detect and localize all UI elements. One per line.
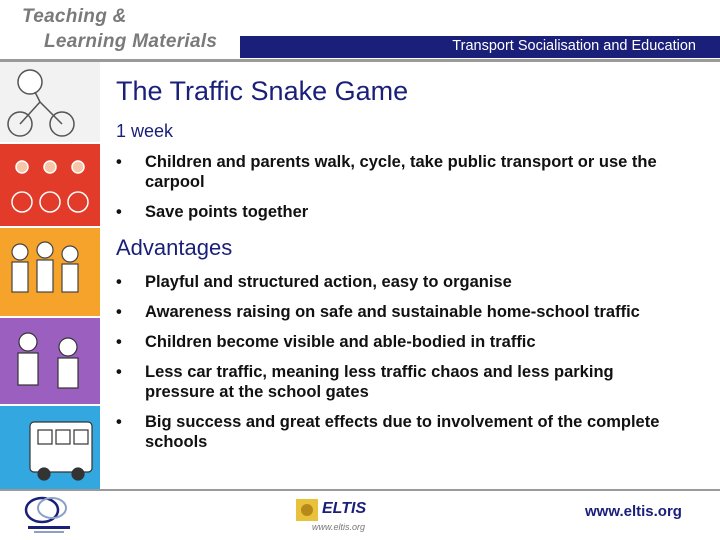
footer-website-link[interactable]: www.eltis.org xyxy=(585,503,682,520)
list-item-text: Children become visible and able-bodied in traffic xyxy=(145,333,536,351)
header-section-title: Transport Socialisation and Education xyxy=(452,38,696,54)
eltis-logo-text: ELTIS xyxy=(322,500,367,517)
footer-divider xyxy=(0,489,720,491)
advantages-heading: Advantages xyxy=(116,235,233,260)
bullet-icon: • xyxy=(116,273,122,291)
list-item xyxy=(116,152,686,192)
bullet-icon: • xyxy=(116,203,122,221)
bus-illustration-icon xyxy=(30,422,92,480)
list-item-text: Save points together xyxy=(145,203,309,221)
list-item-text: Less car traffic, meaning less traffic chaos and less parking pressure at the school gates xyxy=(145,363,614,401)
bullet-icon: • xyxy=(116,153,122,171)
duration-label: 1 week xyxy=(116,121,174,141)
advantages-bullet-list xyxy=(116,272,686,452)
page-title: The Traffic Snake Game xyxy=(116,76,409,106)
illustration-strip xyxy=(0,62,100,490)
header-band xyxy=(240,36,720,58)
sixth-framework-logo-icon xyxy=(24,494,74,536)
children-illustration-icon xyxy=(12,242,78,292)
list-item xyxy=(116,362,686,402)
list-item-text: Awareness raising on safe and sustainable home-school traffic xyxy=(145,303,640,321)
list-item-text: Playful and structured action, easy to organise xyxy=(145,273,512,291)
brand-logo xyxy=(0,0,260,60)
list-item xyxy=(116,272,686,292)
bullet-icon: • xyxy=(116,363,122,381)
bullet-icon: • xyxy=(116,303,122,321)
bullet-icon: • xyxy=(116,413,122,431)
week-bullet-list xyxy=(116,152,686,222)
list-item xyxy=(116,202,686,222)
list-item xyxy=(116,302,686,322)
eltis-logo-url: www.eltis.org xyxy=(312,522,366,532)
brand-logo-line1: Teaching & xyxy=(22,6,127,27)
list-item-text: Big success and great effects due to involvement of the complete schools xyxy=(145,413,660,451)
list-item xyxy=(116,412,686,452)
header-divider xyxy=(0,59,720,62)
eltis-logo xyxy=(294,496,376,536)
list-item xyxy=(116,332,686,352)
list-item-text: Children and parents walk, cycle, take public transport or use the carpool xyxy=(145,153,657,191)
brand-logo-line2: Learning Materials xyxy=(44,31,218,52)
bullet-icon: • xyxy=(116,333,122,351)
